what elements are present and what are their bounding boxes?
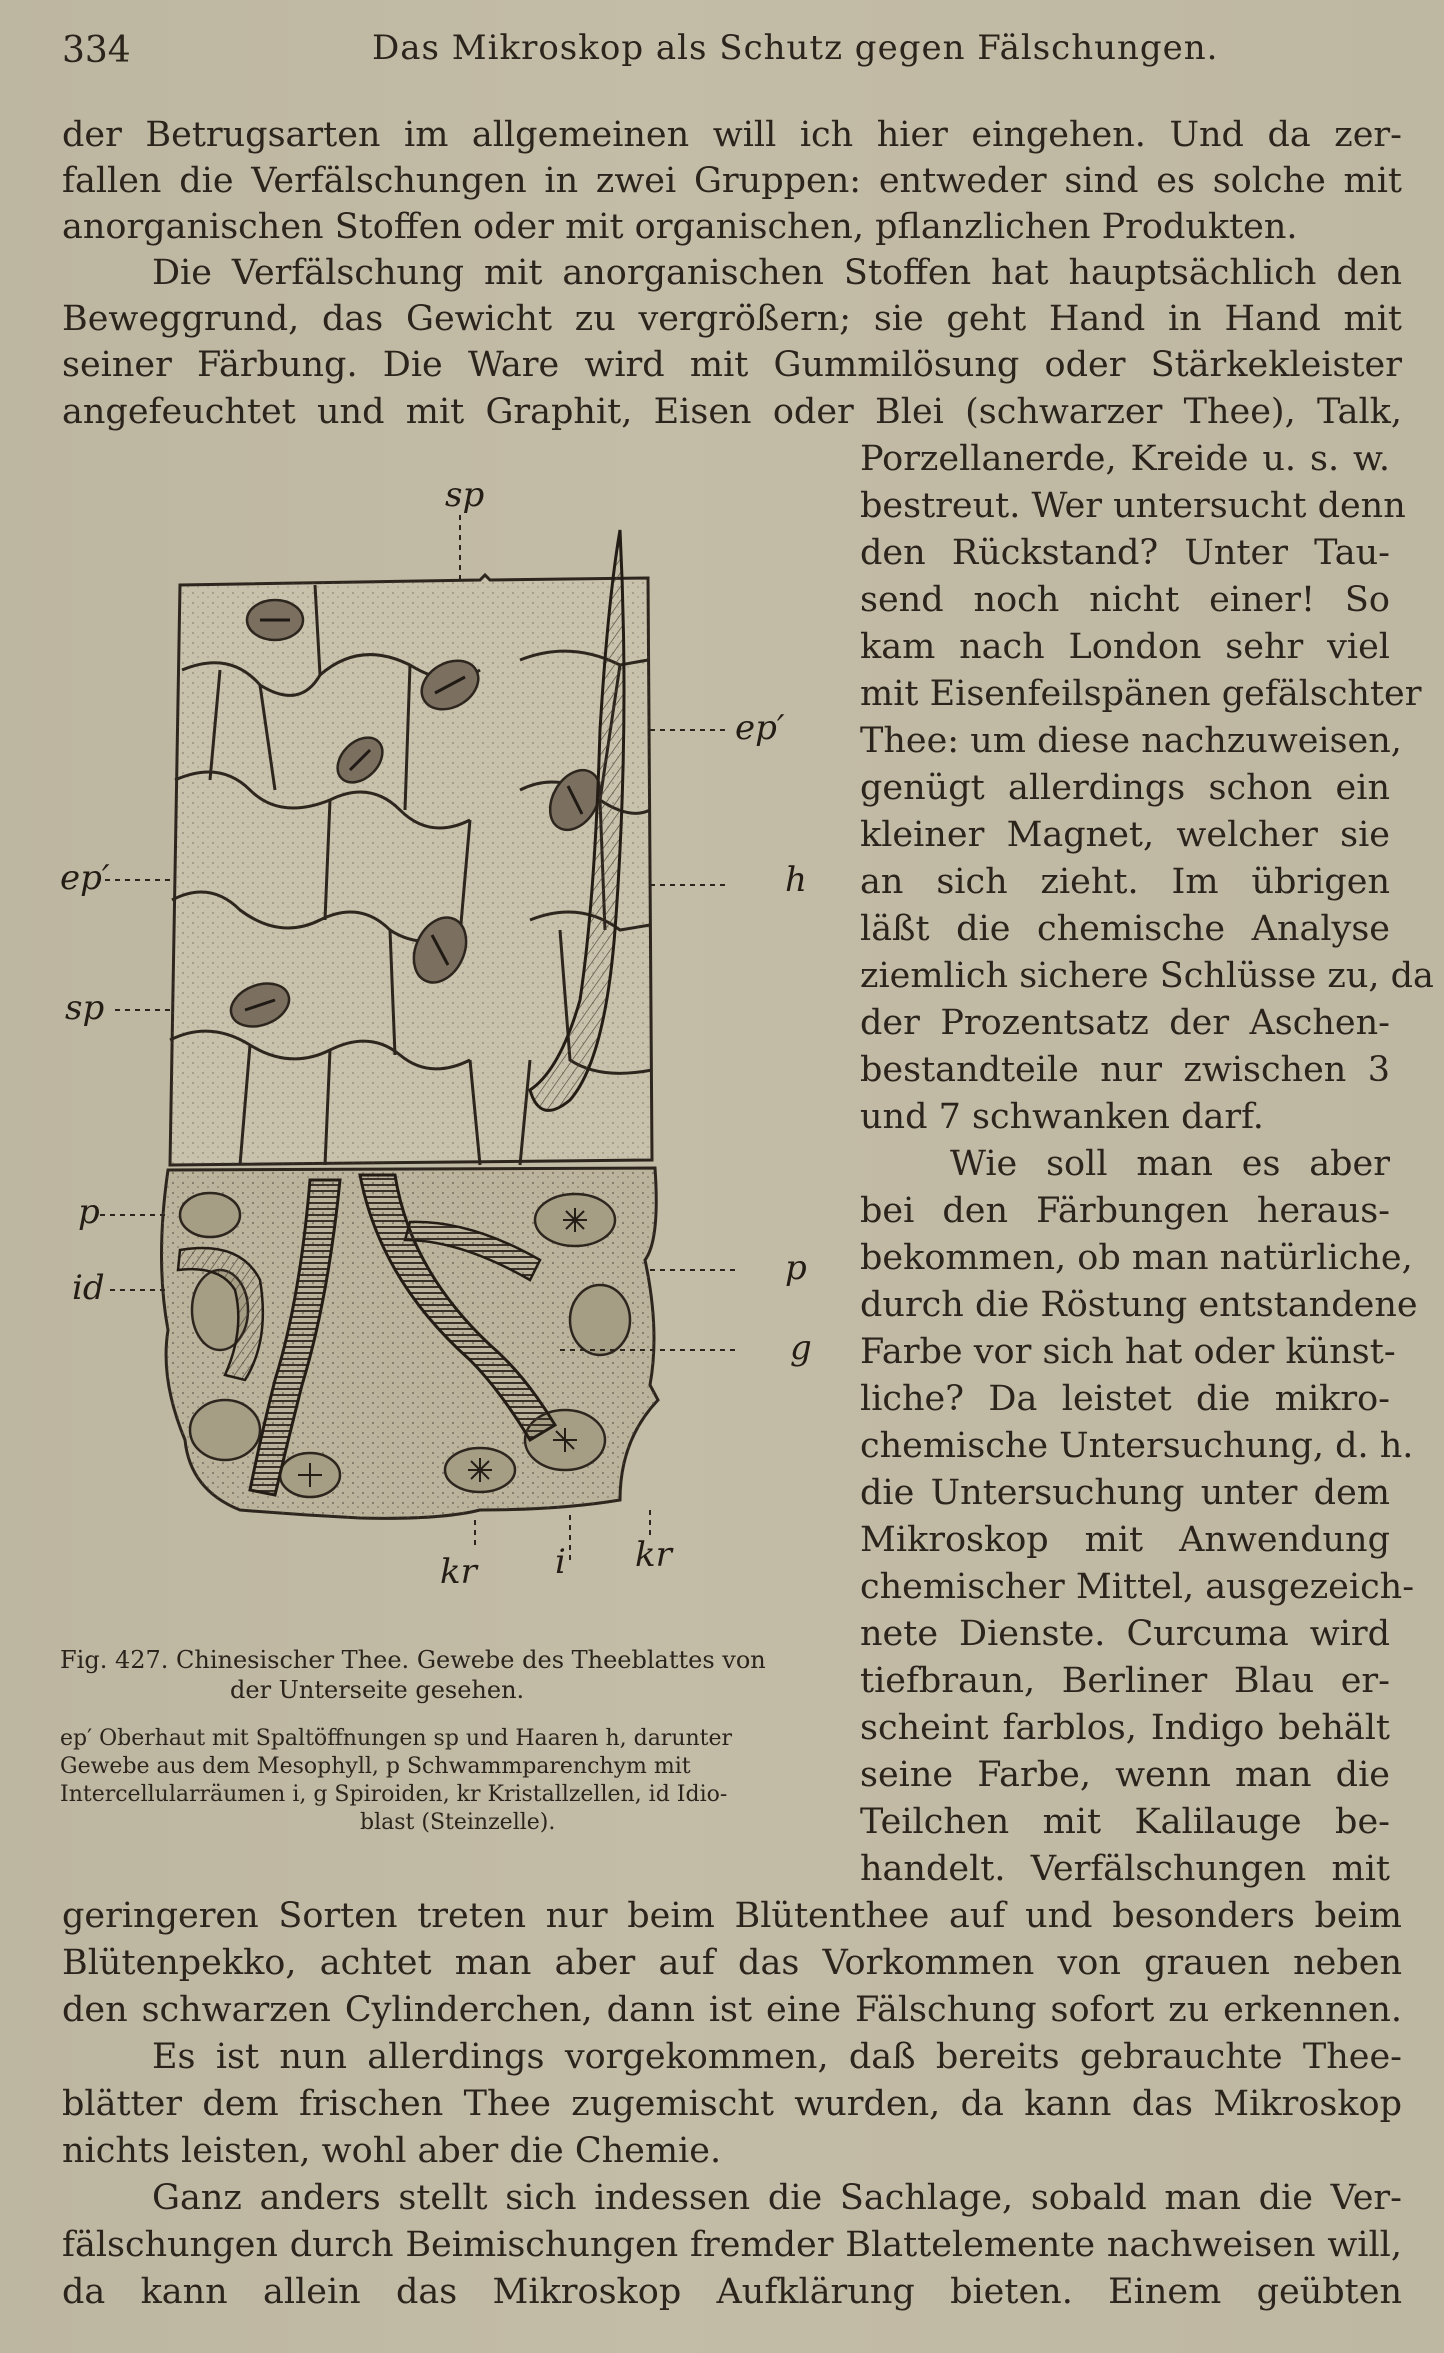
text-line: und 7 schwanken darf. [860,1097,1264,1137]
text-line: Beweggrund, das Gewicht zu vergrößern; sie geht Hand in Hand mit [62,299,1402,339]
text-line: Blütenpekko, achtet man aber auf das Vorkommen von grauen neben [62,1943,1402,1983]
text-line: fälschungen durch Beimischungen fremder Blattelemente nachweisen will, [62,2225,1402,2265]
label-sp-left: sp [65,988,105,1028]
text-line: scheint farblos, Indigo behält [860,1708,1390,1748]
text-line: tiefbraun, Berliner Blau er- [860,1661,1390,1701]
figure-427 [60,475,830,1835]
label-i: i [555,1542,566,1582]
text-line: der Prozentsatz der Aschen- [860,1003,1390,1043]
text-line: mit Eisenfeilspänen gefälschter [860,674,1422,714]
text-line: den schwarzen Cylinderchen, dann ist eine Fälschung sofort zu erkennen. [62,1990,1402,2030]
text-line: send noch nicht einer! So [860,580,1390,620]
label-h: h [785,860,807,900]
text-line: seine Farbe, wenn man die [860,1755,1390,1795]
text-line: seiner Färbung. Die Ware wird mit Gummilösung oder Stärkekleister [62,345,1402,385]
label-id: id [72,1268,105,1308]
figure-caption-legend: ep′ Oberhaut mit Spaltöffnungen sp und Haaren h, darunter Gewebe aus dem Mesophyll, p Schwammparenchym mit Intercellularräumen i, g Spiroiden, kr Kristallzellen, id Idio- blast (Steinzelle). [60,1726,733,1835]
text-line: chemische Untersuchung, d. h. [860,1426,1414,1466]
label-ep-right: ep′ [735,708,785,748]
text-line: bestandteile nur zwischen 3 [860,1050,1390,1090]
tea-leaf-tissue-illustration [60,480,830,1630]
text-line: läßt die chemische Analyse [860,909,1390,949]
text-line: durch die Röstung entstandene [860,1285,1418,1325]
text-line: handelt. Verfälschungen mit [860,1849,1390,1889]
text-line: angefeuchtet und mit Graphit, Eisen oder Blei (schwarzer Thee), Talk, [62,392,1402,432]
label-kr-right: kr [635,1535,672,1575]
text-line: ziemlich sichere Schlüsse zu, da [860,956,1434,996]
text-line: nichts leisten, wohl aber die Chemie. [62,2131,722,2171]
label-p-left: p [78,1192,100,1232]
text-line: Thee: um diese nachzuweisen, [860,721,1402,761]
text-line: der Betrugsarten im allgemeinen will ich hier eingehen. Und da zer- [62,115,1402,155]
text-line: kleiner Magnet, welcher sie [860,815,1390,855]
text-line: kam nach London sehr viel [860,627,1390,667]
running-title: Das Mikroskop als Schutz gegen Fälschungen. [372,28,1219,68]
text-line: fallen die Verfälschungen in zwei Gruppen: entweder sind es solche mit [62,161,1402,201]
text-line: nete Dienste. Curcuma wird [860,1614,1390,1654]
text-line: geringeren Sorten treten nur beim Blütenthee auf und besonders beim [62,1896,1402,1936]
text-line: Wie soll man es aber [950,1144,1390,1184]
page-header [62,22,1382,82]
figure-caption-title: Fig. 427. Chinesischer Thee. Gewebe des Theeblattes von der Unterseite gesehen. [60,1646,766,1704]
label-p-right: p [785,1248,807,1288]
label-ep-left: ep′ [60,858,110,898]
text-line: blätter dem frischen Thee zugemischt wurden, da kann das Mikroskop [62,2084,1402,2124]
text-line: an sich zieht. Im übrigen [860,862,1390,902]
text-line: genügt allerdings schon ein [860,768,1390,808]
label-sp-top: sp [445,475,485,515]
text-line: den Rückstand? Unter Tau- [860,533,1390,573]
text-line: Teilchen mit Kalilauge be- [860,1802,1390,1842]
text-line: bestreut. Wer untersucht denn [860,486,1406,526]
text-line: Farbe vor sich hat oder künst- [860,1332,1396,1372]
text-line: die Untersuchung unter dem [860,1473,1390,1513]
text-line: Porzellanerde, Kreide u. s. w. [860,439,1390,479]
text-line: Ganz anders stellt sich indessen die Sachlage, sobald man die Ver- [152,2178,1402,2218]
text-line: da kann allein das Mikroskop Aufklärung bieten. Einem geübten [62,2272,1402,2312]
label-kr-left: kr [440,1552,477,1592]
text-line: liche? Da leistet die mikro- [860,1379,1390,1419]
text-line: chemischer Mittel, ausgezeich- [860,1567,1415,1607]
page-number: 334 [62,30,131,71]
text-line: Mikroskop mit Anwendung [860,1520,1390,1560]
text-line: anorganischen Stoffen oder mit organischen, pflanzlichen Produkten. [62,207,1298,247]
text-line: Die Verfälschung mit anorganischen Stoffen hat hauptsächlich den [152,253,1402,293]
text-line: bekommen, ob man natürliche, [860,1238,1413,1278]
text-line: bei den Färbungen heraus- [860,1191,1390,1231]
label-g: g [790,1328,812,1368]
text-line: Es ist nun allerdings vorgekommen, daß bereits gebrauchte Thee- [152,2037,1402,2077]
